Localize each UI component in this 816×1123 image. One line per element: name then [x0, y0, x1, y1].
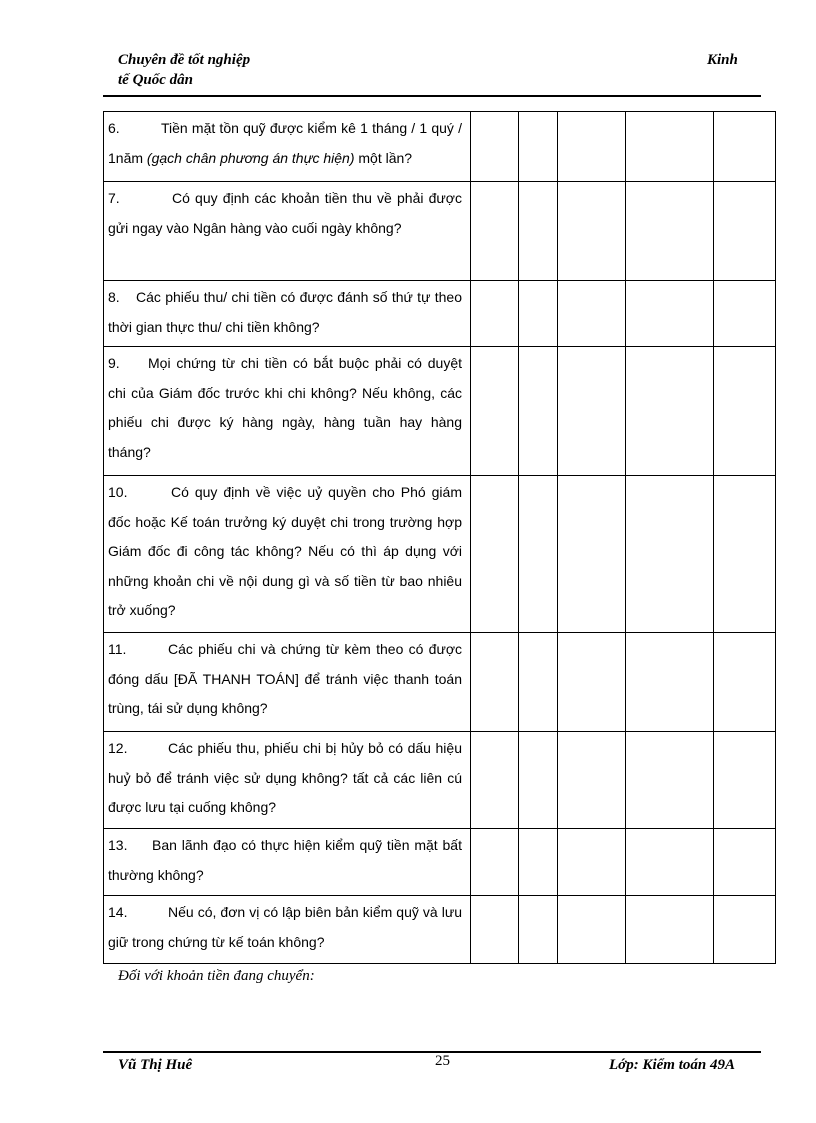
checklist-row: [104, 347, 776, 476]
question-number: 11.: [108, 641, 127, 657]
answer-cell[interactable]: [471, 347, 519, 476]
answer-cell[interactable]: [558, 829, 626, 896]
checklist-row: [104, 476, 776, 633]
question-text-end: một lần?: [354, 149, 413, 166]
checklist-body: [104, 112, 776, 964]
question-text: Các phiếu thu, phiếu chi bị hủy bỏ có dấu hiệu huỷ bỏ để tránh việc sử dụng không? tất cả các liên cú được lưu tại cuống không?: [108, 740, 462, 816]
checklist-table: [103, 111, 776, 964]
question-number: 14.: [108, 904, 128, 920]
answer-cell[interactable]: [558, 281, 626, 347]
answer-cell[interactable]: [626, 732, 714, 829]
checklist-row: [104, 182, 776, 281]
answer-cell[interactable]: [626, 633, 714, 732]
question-text: Mọi chứng từ chi tiền có bắt buộc phải có duyệt chi của Giám đốc trước khi chi không? Nếu không, các phiếu chi được ký hàng ngày, hàng tuần hay hàng tháng?: [108, 355, 462, 460]
answer-cell[interactable]: [714, 281, 776, 347]
answer-cell[interactable]: [558, 896, 626, 964]
answer-cell[interactable]: [626, 829, 714, 896]
answer-cell[interactable]: [714, 112, 776, 182]
answer-cell[interactable]: [519, 633, 558, 732]
question-cell: [104, 112, 471, 182]
header-rule: [103, 95, 761, 97]
question-text: Tiền mặt tồn quỹ được kiểm kê 1 tháng / 1 quý / 1năm: [108, 120, 462, 166]
answer-cell[interactable]: [519, 732, 558, 829]
answer-cell[interactable]: [519, 829, 558, 896]
answer-cell[interactable]: [471, 896, 519, 964]
answer-cell[interactable]: [519, 281, 558, 347]
answer-cell[interactable]: [471, 732, 519, 829]
footer-rule: [103, 1051, 761, 1053]
question-cell: [104, 182, 471, 281]
question-text: Có quy định về việc uỷ quyền cho Phó giám đốc hoặc Kế toán trưởng ký duyệt chi trong trường hợp Giám đốc đi công tác không? Nếu có thì áp dụng với những khoản chi về nội dung gì và số tiền từ bao nhiêu trở xuống?: [108, 484, 462, 619]
answer-cell[interactable]: [519, 182, 558, 281]
question-cell: [104, 347, 471, 476]
question-note: (gạch chân phương án thực hiện): [146, 149, 355, 166]
question-text: Ban lãnh đạo có thực hiện kiểm quỹ tiền mặt bất thường không?: [108, 837, 462, 883]
checklist-row: [104, 829, 776, 896]
header-title-line1: Chuyên đề tốt nghiệp: [118, 52, 251, 68]
answer-cell[interactable]: [519, 112, 558, 182]
question-number: 9.: [108, 355, 120, 371]
footer-class: Lớp: Kiểm toán 49A: [609, 1057, 735, 1073]
answer-cell[interactable]: [626, 281, 714, 347]
answer-cell[interactable]: [714, 347, 776, 476]
answer-cell[interactable]: [626, 112, 714, 182]
answer-cell[interactable]: [471, 829, 519, 896]
footer-author: Vũ Thị Huê: [118, 1057, 193, 1073]
answer-cell[interactable]: [714, 476, 776, 633]
checklist-row: [104, 732, 776, 829]
answer-cell[interactable]: [558, 633, 626, 732]
question-number: 6.: [108, 120, 120, 136]
answer-cell[interactable]: [471, 633, 519, 732]
header-title-line2: tế Quốc dân: [118, 72, 193, 88]
checklist-row: [104, 633, 776, 732]
answer-cell[interactable]: [471, 112, 519, 182]
question-cell: [104, 732, 471, 829]
question-text: Nếu có, đơn vị có lập biên bản kiểm quỹ và lưu giữ trong chứng từ kế toán không?: [108, 904, 462, 950]
question-cell: [104, 829, 471, 896]
question-number: 13.: [108, 837, 128, 853]
answer-cell[interactable]: [714, 633, 776, 732]
question-number: 7.: [108, 190, 120, 206]
checklist-row: [104, 281, 776, 347]
answer-cell[interactable]: [471, 281, 519, 347]
answer-cell[interactable]: [558, 347, 626, 476]
question-cell: [104, 281, 471, 347]
question-number: 8.: [108, 289, 120, 305]
answer-cell[interactable]: [626, 896, 714, 964]
answer-cell[interactable]: [471, 476, 519, 633]
section-note: Đối với khoản tiền đang chuyển:: [118, 968, 315, 984]
answer-cell[interactable]: [714, 732, 776, 829]
answer-cell[interactable]: [558, 182, 626, 281]
answer-cell[interactable]: [626, 476, 714, 633]
page-number: 25: [435, 1053, 450, 1069]
question-text: Các phiếu thu/ chi tiền có được đánh số thứ tự theo thời gian thực thu/ chi tiền không?: [108, 289, 462, 335]
answer-cell[interactable]: [714, 896, 776, 964]
header-right: Kinh: [707, 52, 738, 68]
checklist-row: [104, 896, 776, 964]
answer-cell[interactable]: [626, 182, 714, 281]
answer-cell[interactable]: [519, 347, 558, 476]
answer-cell[interactable]: [714, 829, 776, 896]
answer-cell[interactable]: [714, 182, 776, 281]
answer-cell[interactable]: [626, 347, 714, 476]
answer-cell[interactable]: [558, 112, 626, 182]
question-cell: [104, 896, 471, 964]
answer-cell[interactable]: [471, 182, 519, 281]
question-text: Các phiếu chi và chứng từ kèm theo có được đóng dấu [ĐÃ THANH TOÁN] để tránh việc thanh toán trùng, tái sử dụng không?: [108, 641, 462, 717]
question-number: 10.: [108, 484, 128, 500]
answer-cell[interactable]: [558, 732, 626, 829]
header-title: [118, 50, 250, 90]
question-cell: [104, 633, 471, 732]
question-text: Có quy định các khoản tiền thu về phải được gửi ngay vào Ngân hàng vào cuối ngày không?: [108, 190, 462, 236]
answer-cell[interactable]: [519, 896, 558, 964]
answer-cell[interactable]: [519, 476, 558, 633]
answer-cell[interactable]: [558, 476, 626, 633]
question-number: 12.: [108, 740, 128, 756]
checklist-row: [104, 112, 776, 182]
question-cell: [104, 476, 471, 633]
